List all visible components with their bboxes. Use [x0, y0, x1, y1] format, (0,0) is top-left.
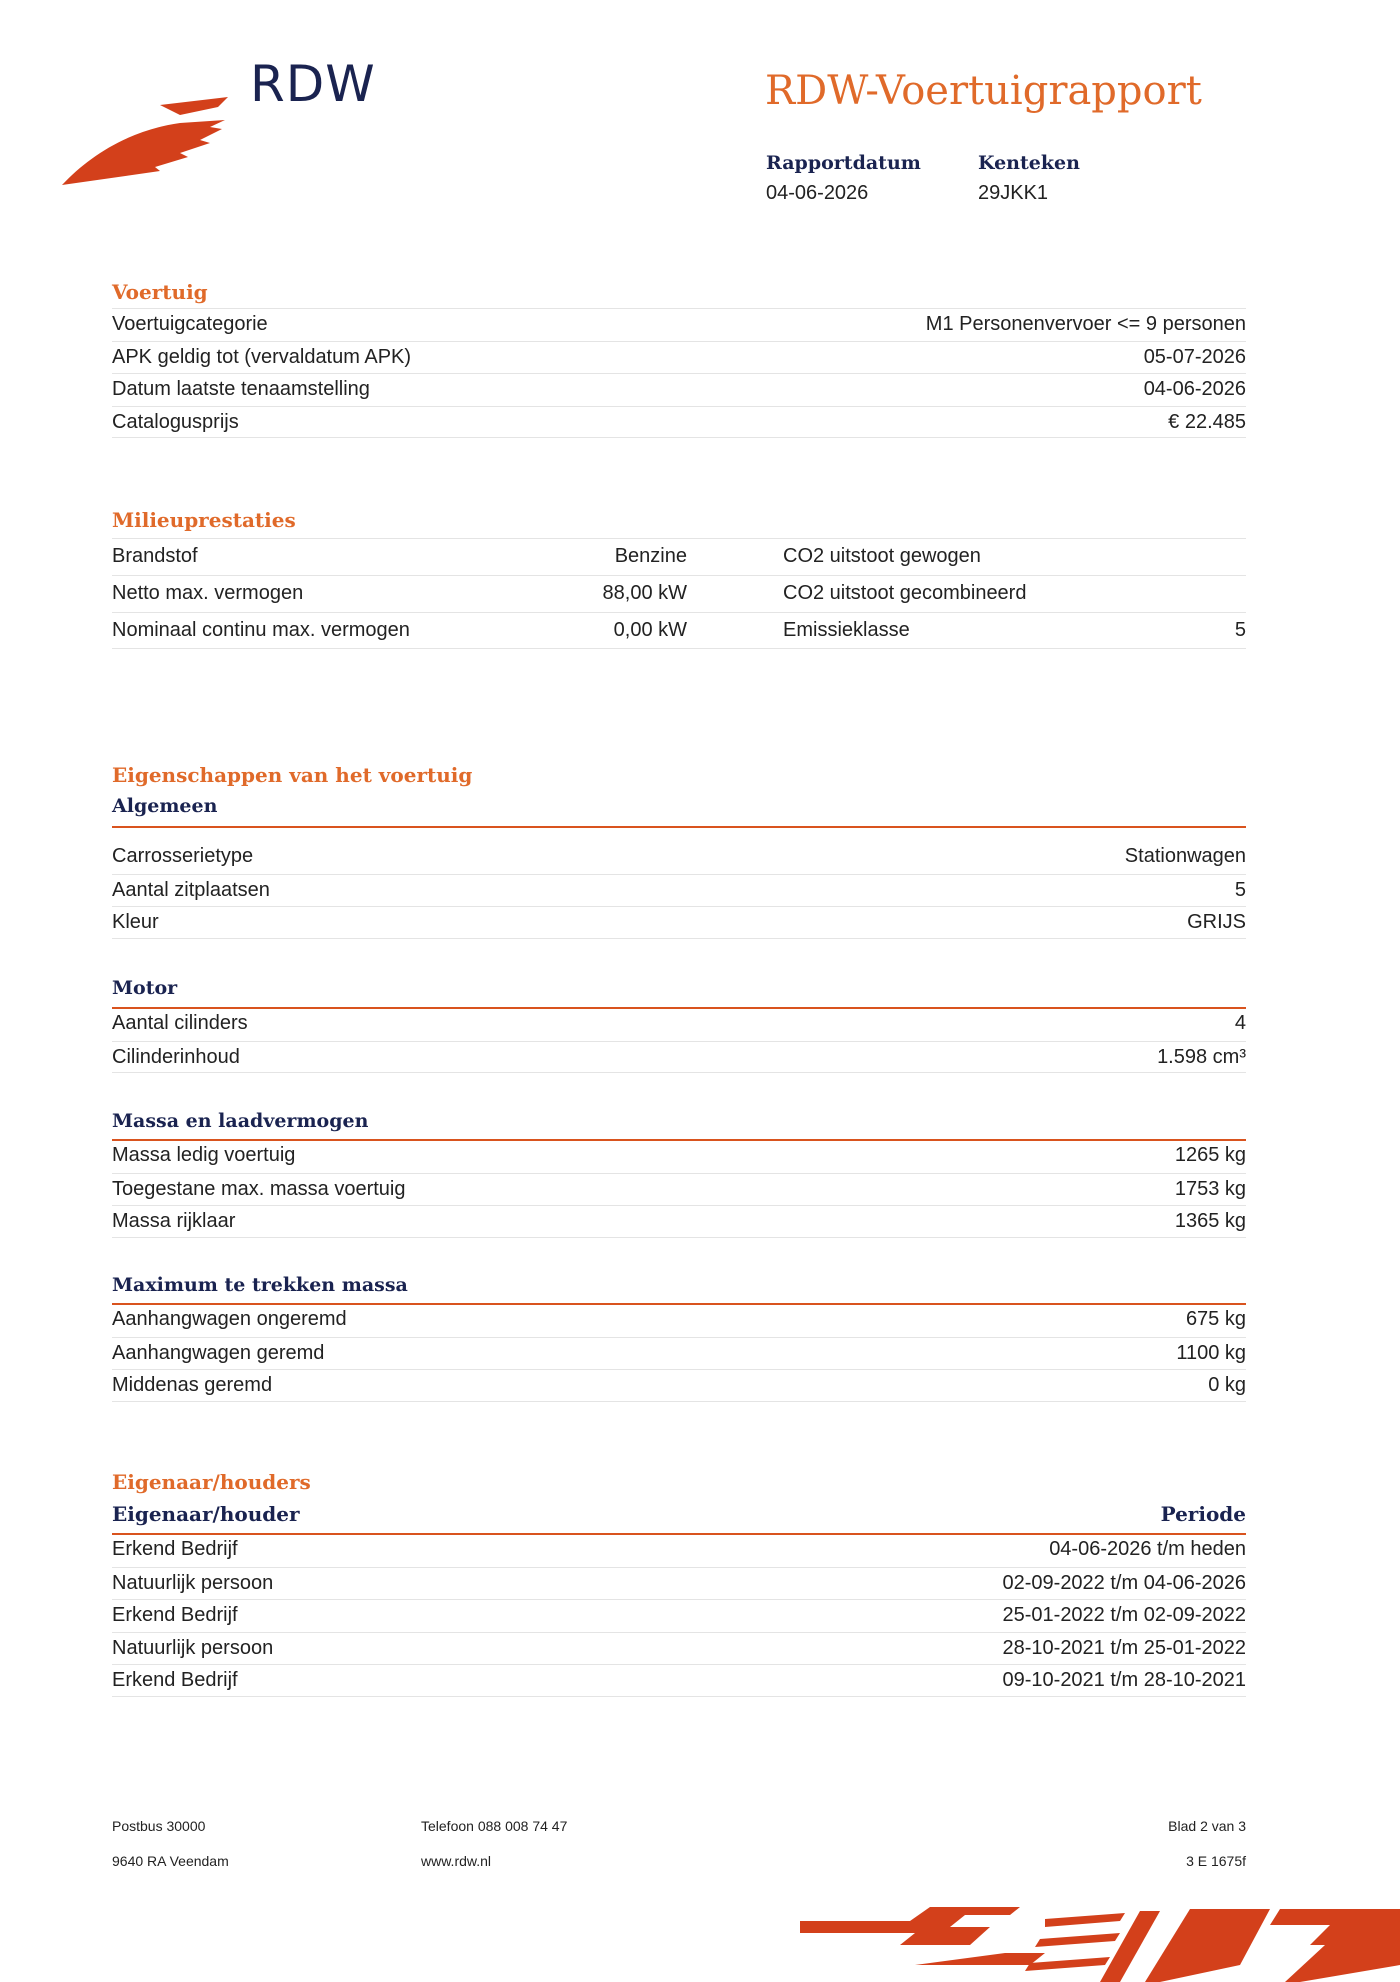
table-row: [112, 575, 1246, 612]
kenteken-block: [978, 152, 1080, 205]
row-label: Erkend Bedrijf: [112, 1604, 238, 1626]
algemeen-table: [112, 841, 1246, 939]
row-label: Kleur: [112, 911, 159, 933]
row-label: Massa ledig voertuig: [112, 1144, 296, 1166]
rdw-wing-icon: [60, 85, 230, 185]
row-label: Cilinderinhoud: [112, 1045, 240, 1068]
row-value: 88,00 kW: [602, 582, 687, 604]
row-label: CO2 uitstoot gewogen: [783, 545, 981, 567]
table-row: [112, 1369, 1246, 1402]
footer-address-2: 9640 RA Veendam: [112, 1853, 229, 1869]
rapportdatum-block: [766, 152, 921, 205]
row-value: 1753 kg: [1174, 1177, 1246, 1200]
footer-web: www.rdw.nl: [421, 1853, 492, 1869]
massa-title: Massa en laadvermogen: [112, 1110, 369, 1132]
row-value: 1.598 cm³: [1157, 1045, 1246, 1068]
trekken-title: Maximum te trekken massa: [112, 1274, 408, 1296]
col-owner-header: Eigenaar/houder: [112, 1502, 300, 1526]
row-label: Aanhangwagen geremd: [112, 1341, 325, 1364]
row-value: 28-10-2021 t/m 25-01-2022: [1002, 1636, 1246, 1659]
row-label: Nominaal continu max. vermogen: [112, 619, 410, 641]
table-row: [112, 1205, 1246, 1238]
voertuig-table: [112, 308, 1246, 438]
row-value: 675 kg: [1185, 1308, 1246, 1330]
section-eigenschappen-title: Eigenschappen van het voertuig: [112, 763, 473, 787]
row-value: 0,00 kW: [613, 619, 687, 641]
row-value: 04-06-2026 t/m heden: [1049, 1538, 1246, 1560]
table-row: [112, 906, 1246, 939]
footer-phone: Telefoon 088 008 74 47: [421, 1818, 568, 1834]
table-row: [112, 538, 1246, 575]
row-value: 5: [1234, 619, 1246, 641]
row-label: Middenas geremd: [112, 1374, 273, 1396]
row-value: 5: [1234, 878, 1246, 901]
row-value: 4: [1234, 1012, 1246, 1034]
table-row: [112, 341, 1246, 374]
row-label: Natuurlijk persoon: [112, 1636, 274, 1659]
table-row: [112, 1534, 1246, 1567]
milieu-table: [112, 538, 1246, 649]
table-row: [112, 1337, 1246, 1370]
col-period-header: Periode: [1160, 1502, 1246, 1526]
table-row: [112, 1008, 1246, 1041]
section-milieu-title: Milieuprestaties: [112, 508, 296, 532]
section-voertuig-title: Voertuig: [112, 280, 208, 304]
row-value: 1365 kg: [1174, 1210, 1246, 1232]
rdw-logo: [60, 55, 380, 185]
algemeen-title: Algemeen: [112, 795, 218, 817]
row-label: Catalogusprijs: [112, 410, 239, 433]
row-label: Massa rijklaar: [112, 1210, 236, 1232]
table-row: [112, 1173, 1246, 1206]
row-label: Carrosserietype: [112, 845, 254, 867]
motor-title: Motor: [112, 977, 178, 999]
kenteken-value: 29JKK1: [978, 182, 1049, 204]
section-eigenaren-title: Eigenaar/houders: [112, 1470, 311, 1494]
motor-table: [112, 1008, 1246, 1073]
row-value: 02-09-2022 t/m 04-06-2026: [1002, 1571, 1246, 1594]
row-label: Aantal cilinders: [112, 1012, 248, 1034]
row-label: Emissieklasse: [783, 619, 910, 641]
footer-address-1: Postbus 30000: [112, 1818, 206, 1834]
footer-page: Blad 2 van 3: [1168, 1818, 1246, 1834]
table-row: [112, 1304, 1246, 1337]
table-row: [112, 1664, 1246, 1697]
kenteken-label: Kenteken: [978, 152, 1080, 174]
table-row: [112, 373, 1246, 406]
divider: [112, 826, 1246, 828]
table-row: [112, 1632, 1246, 1665]
massa-table: [112, 1140, 1246, 1238]
row-label: Brandstof: [112, 545, 198, 567]
eigenaren-table: [112, 1534, 1246, 1697]
table-row: [112, 406, 1246, 439]
table-row: [112, 612, 1246, 649]
table-row: [112, 1599, 1246, 1632]
row-value: 1265 kg: [1174, 1144, 1246, 1166]
row-label: CO2 uitstoot gecombineerd: [783, 582, 1027, 604]
row-value: M1 Personenvervoer <= 9 personen: [925, 313, 1246, 335]
row-value: GRIJS: [1187, 911, 1246, 933]
table-row: [112, 874, 1246, 907]
table-row: [112, 841, 1246, 874]
row-value: 05-07-2026: [1143, 345, 1246, 368]
table-row: [112, 1567, 1246, 1600]
table-row: [112, 1140, 1246, 1173]
row-label: Natuurlijk persoon: [112, 1571, 274, 1594]
row-value: 0 kg: [1208, 1374, 1246, 1396]
report-title: RDW-Voertuigrapport: [765, 68, 1202, 114]
row-label: Datum laatste tenaamstelling: [112, 378, 370, 400]
row-label: Toegestane max. massa voertuig: [112, 1177, 406, 1200]
row-value: € 22.485: [1168, 410, 1246, 433]
row-value: 04-06-2026: [1143, 378, 1246, 400]
decorative-stripes-icon: [800, 1905, 1400, 1982]
footer-code: 3 E 1675f: [1186, 1853, 1246, 1869]
eigenaren-header: [112, 1502, 1246, 1530]
logo-text: RDW: [250, 55, 376, 113]
row-label: APK geldig tot (vervaldatum APK): [112, 345, 412, 368]
rapportdatum-label: Rapportdatum: [766, 152, 921, 174]
row-value: 25-01-2022 t/m 02-09-2022: [1002, 1604, 1246, 1626]
trekken-table: [112, 1304, 1246, 1402]
row-label: Erkend Bedrijf: [112, 1669, 238, 1691]
row-label: Aantal zitplaatsen: [112, 878, 270, 901]
row-value: Stationwagen: [1124, 845, 1246, 867]
row-label: Aanhangwagen ongeremd: [112, 1308, 347, 1330]
rapportdatum-value: 04-06-2026: [766, 182, 869, 204]
row-value: 09-10-2021 t/m 28-10-2021: [1002, 1669, 1246, 1691]
table-row: [112, 308, 1246, 341]
row-label: Voertuigcategorie: [112, 313, 268, 335]
row-value: Benzine: [614, 545, 687, 567]
row-label: Netto max. vermogen: [112, 582, 304, 604]
row-value: 1100 kg: [1176, 1341, 1246, 1364]
row-label: Erkend Bedrijf: [112, 1538, 238, 1560]
table-row: [112, 1041, 1246, 1074]
